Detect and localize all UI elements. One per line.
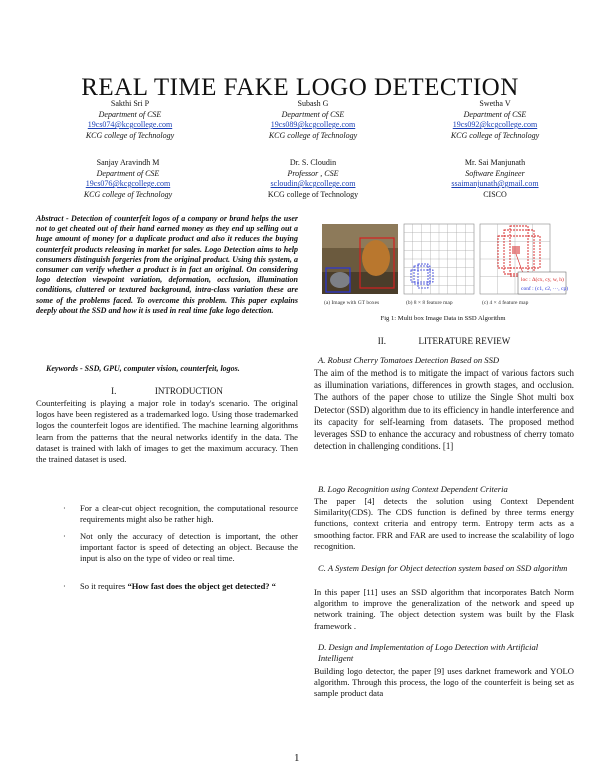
list-item — [63, 531, 298, 564]
figure-graphic — [318, 220, 568, 310]
list-item — [63, 581, 280, 592]
subsection-title: A. Robust Cherry Tomatoes Detection Based on SSD — [318, 355, 500, 365]
bullet-mark: · — [63, 581, 66, 591]
subfig-label-b: (b) 8 × 8 feature map — [406, 300, 453, 306]
bullet-text: So it requires — [80, 581, 128, 591]
author-email[interactable]: 19cs074@kcgcollege.com — [87, 120, 173, 129]
author-dept: Department of CSE — [281, 109, 345, 119]
figure-ssd-multibox — [318, 220, 568, 320]
author-block — [238, 99, 388, 141]
subsection-title: C. A System Design for Object detection system based on SSD algorithm — [318, 563, 568, 573]
subsection-title: B. Logo Recognition using Context Dependent Criteria — [318, 484, 508, 494]
author-block — [238, 158, 388, 200]
section-title: INTRODUCTION — [154, 386, 223, 396]
subsection-title: D. Design and Implementation of Logo Detection with Artificial Intelligent — [318, 642, 539, 663]
author-affiliation: KCG college of Technology — [267, 189, 359, 199]
author-dept: Department of CSE — [98, 109, 162, 119]
author-affiliation: CISCO — [483, 189, 507, 199]
subsection-paragraph: In this paper [11] uses an SSD algorithm that incorporates Batch Norm algorithm to improve the generalization of the network and speed up network training. The object detection system was built by the Flask framework . — [314, 587, 574, 631]
subsection-paragraph: The aim of the method is to mitigate the impact of various factors such as illumination variations, differences in growth stages, and occlusion. The authors of the paper chose to utilize the Single Shot multi box Detector (SSD) algorithm due to its efficiency in handle interference and its capacity for self-learning from datasets. The proposed method leverages SSD to enhance the accuracy and robustness of cherry tomato detection in challenging conditions. [1] — [314, 368, 574, 452]
bullet-text: For a clear-cut object recognition, the computational resource requirements might also be rather high. — [80, 503, 298, 524]
author-dept: Department of CSE — [96, 168, 160, 178]
abstract: Abstract - Detection of counterfeit logos of a company or brand helps the user not to get cheated out of their hand earned money as they end up selling out a huge amount of money for a duplicate product and also it reduces the buying counterfeit products releasing in market for sales. Logo Detection aims to help consumers distinguish forgeries from the original product. Using this system, a consumer can verify whether a product is in fact an original. On considering logo detection viewpoint variation, deformation, occlusion, illumination conditions, cluttered or textured background, intra-class variation these are some of the problems faced. To overcome this problem. This paper explains deeply about the SSD and how it is used in real time fake logo detection. — [36, 214, 298, 315]
author-email[interactable]: 19cs089@kcgcollege.com — [270, 120, 356, 129]
list-item — [63, 503, 298, 525]
section-number: I. — [111, 386, 117, 396]
subfig-label-a: (a) Image with GT boxes — [324, 300, 380, 306]
section-heading-introduction — [36, 386, 298, 396]
subsection-paragraph: Building logo detector, the paper [9] uses darknet framework and YOLO algorithm. Through this process, the logo of the counterfeit is being set as sample product data — [314, 666, 574, 699]
author-email[interactable]: 19cs076@kcgcollege.com — [85, 179, 171, 188]
author-affiliation: KCG college of Technology — [83, 189, 173, 199]
section-title: LITERATURE REVIEW — [418, 336, 511, 346]
author-affiliation: KCG college of Technology — [450, 130, 540, 140]
section-heading-literature-review — [314, 336, 574, 346]
page-number: 1 — [294, 752, 300, 764]
bullet-text: Not only the accuracy of detection is important, the other important factor is speed of detecting an object. Because the input is also on the type of video or real time. — [80, 531, 298, 563]
author-email[interactable]: 19cs092@kcgcollege.com — [452, 120, 538, 129]
author-email[interactable]: ssaimanjunath@gmail.com — [451, 179, 539, 188]
author-name: Swetha V — [479, 99, 511, 108]
author-block — [420, 99, 570, 141]
author-dept: Software Engineer — [465, 168, 525, 178]
author-name: Mr. Sai Manjunath — [464, 158, 526, 167]
author-dept: Professor , CSE — [287, 168, 339, 178]
author-block — [420, 158, 570, 200]
subsection-paragraph: The paper [4] detects the solution using Context Dependent Similarity(CDS). The CDS function is defined by three terms energy functions, context criteria and entropy term. Entropy term acts as a smoothing factor. FRR and FAR are used to increase the scalability of logo recognition. — [314, 496, 574, 551]
section-number: II. — [377, 336, 386, 346]
bullet-mark: · — [63, 531, 66, 541]
author-block — [43, 158, 213, 200]
feature-map-8x8 — [404, 224, 474, 294]
author-dept: Department of CSE — [463, 109, 527, 119]
author-block — [55, 99, 205, 141]
keywords: Keywords - SSD, GPU, computer vision, counterfeit, logos. — [46, 364, 240, 373]
bullet-mark: · — [63, 503, 66, 513]
intro-paragraph: Counterfeiting is playing a major role in today's scenario. The original logos have been registered as a trademarked logo. Using those trademarked logos the counterfeit logos are identified. The machine learning algorithms learn from the patterns that the neural networks identify in the data. The dataset is trained with lakh of images to get the maximum accuracy. Then the trained dataset is used. — [36, 398, 298, 465]
figure-caption: Fig 1: Multi box Image Data in SSD Algorithm — [380, 315, 506, 322]
author-email[interactable]: scloudin@kcgcollege.com — [270, 179, 356, 188]
author-affiliation: KCG college of Technology — [268, 130, 358, 140]
author-name: Sakthi Sri P — [110, 99, 150, 108]
loc-label: loc : Δ(cx, cy, w, h) — [521, 277, 564, 283]
author-affiliation: KCG college of Technology — [85, 130, 175, 140]
author-name: Dr. S. Cloudin — [289, 158, 337, 167]
paper-title: REAL TIME FAKE LOGO DETECTION — [81, 74, 519, 101]
photo-with-gt-boxes — [322, 224, 398, 294]
author-name: Subash G — [297, 99, 329, 108]
conf-label: conf : (c1, c2, ···, cp) — [521, 286, 568, 292]
feature-map-4x4 — [480, 224, 566, 294]
bullet-bold-text: “How fast does the object get detected? “ — [127, 581, 276, 591]
author-name: Sanjay Aravindh M — [96, 158, 160, 167]
subfig-label-c: (c) 4 × 4 feature map — [482, 300, 529, 306]
